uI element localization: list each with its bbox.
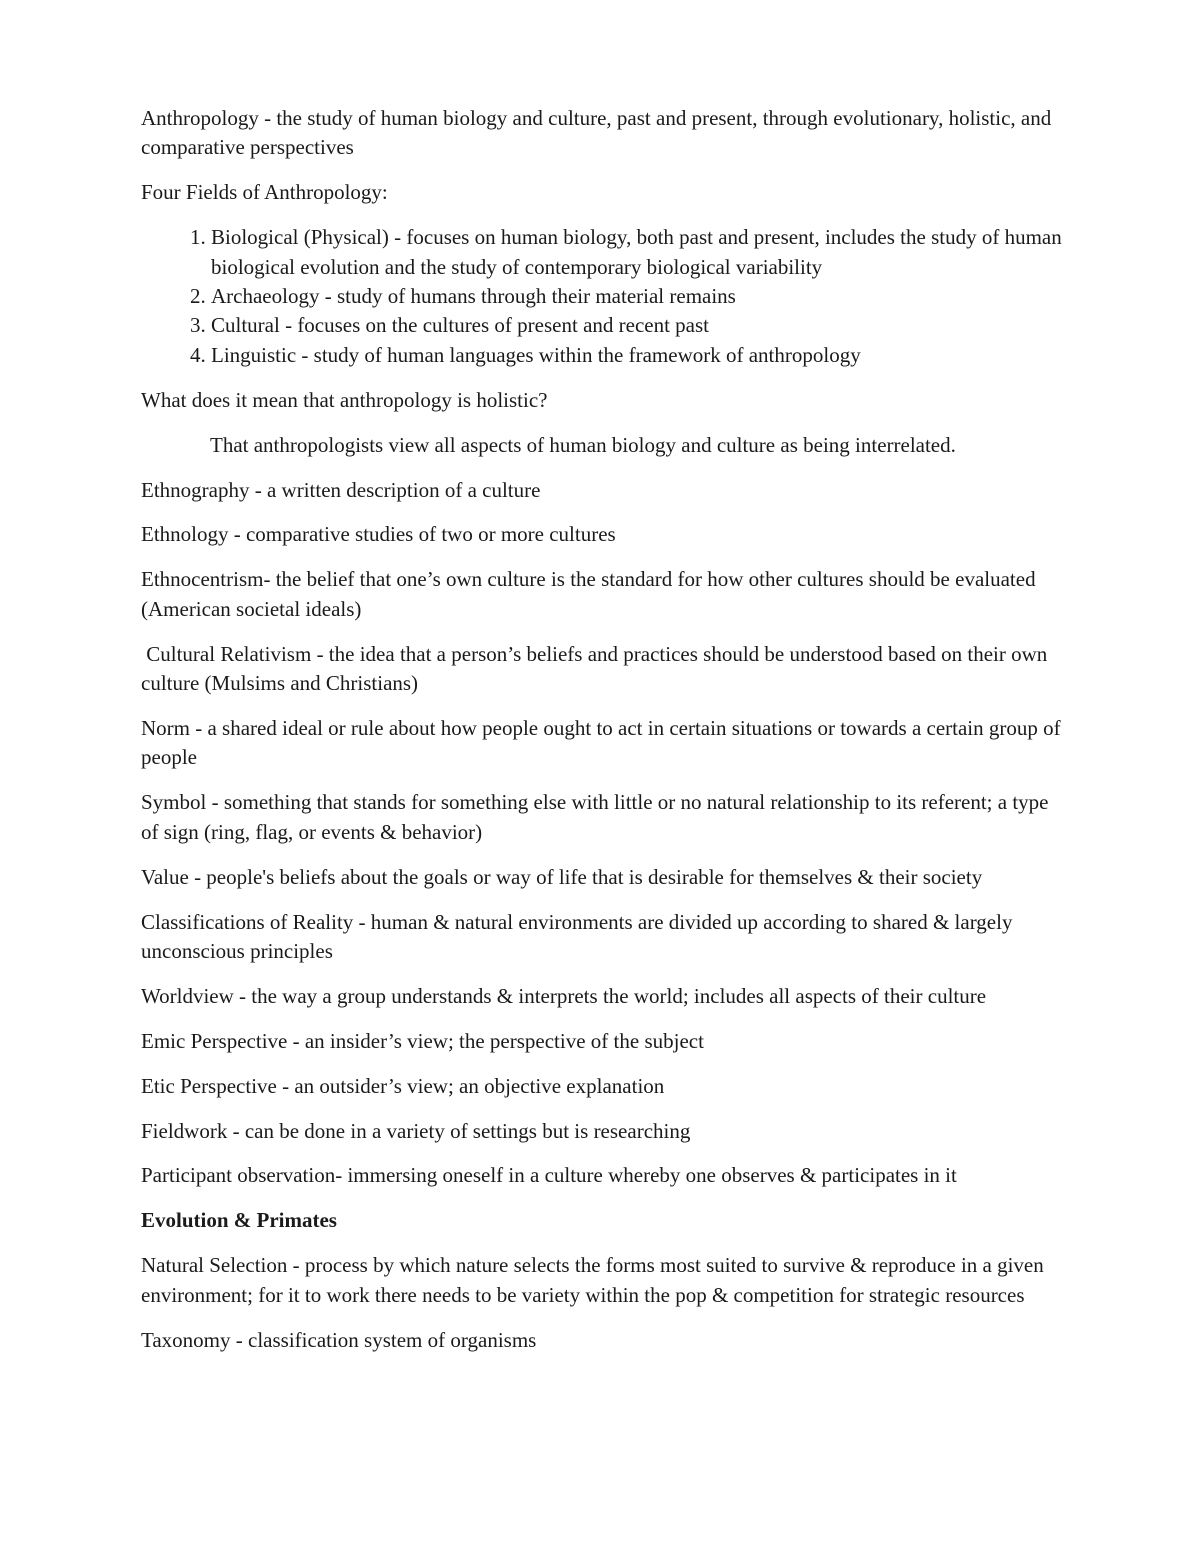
holistic-answer: That anthropologists view all aspects of human biology and culture as being interrelated. [210, 432, 956, 457]
fields-heading: Four Fields of Anthropology: [141, 180, 388, 205]
natural-selection-definition: Natural Selection - process by which nature selects the forms most suited to survive & reproduce in a given environment; for it to work there needs to be variety within the pop & competition for strategic resources [141, 1253, 1044, 1307]
ethnography-definition: Ethnography - a written description of a culture [141, 477, 541, 502]
ethnocentrism-definition: Ethnocentrism- the belief that one’s own culture is the standard for how other cultures should be evaluated (American societal ideals) [141, 567, 1036, 621]
taxonomy-definition: Taxonomy - classification system of organisms [141, 1327, 537, 1352]
value-definition: Value - people's beliefs about the goals or way of life that is desirable for themselves & their society [141, 864, 983, 889]
etic-definition: Etic Perspective - an outsider’s view; an objective explanation [141, 1073, 665, 1098]
ethnology-definition: Ethnology - comparative studies of two or more cultures [141, 522, 616, 547]
list-item: 2. Archaeology - study of humans through their material remains [211, 282, 1071, 311]
fields-list [141, 223, 1071, 370]
worldview-definition: Worldview - the way a group understands & interprets the world; includes all aspects of their culture [141, 983, 987, 1008]
participant-observation-definition: Participant observation- immersing oneself in a culture whereby one observes & participates in it [141, 1163, 957, 1188]
list-item: 1. Biological (Physical) - focuses on human biology, both past and present, includes the study of human biological evolution and the study of contemporary biological variability [211, 223, 1071, 282]
anthropology-definition: Anthropology - the study of human biology and culture, past and present, through evolutionary, holistic, and comparative perspectives [141, 106, 1052, 160]
emic-definition: Emic Perspective - an insider’s view; the perspective of the subject [141, 1028, 704, 1053]
section-heading: Evolution & Primates [141, 1208, 337, 1233]
classifications-definition: Classifications of Reality - human & natural environments are divided up according to shared & largely unconscious principles [141, 909, 1013, 963]
fieldwork-definition: Fieldwork - can be done in a variety of settings but is researching [141, 1118, 691, 1143]
norm-definition: Norm - a shared ideal or rule about how people ought to act in certain situations or towards a certain group of people [141, 716, 1061, 770]
list-item: 3. Cultural - focuses on the cultures of present and recent past [211, 311, 1071, 340]
list-item: 4. Linguistic - study of human languages within the framework of anthropology [211, 341, 1071, 370]
document-page [141, 104, 1071, 1371]
holistic-question: What does it mean that anthropology is holistic? [141, 387, 548, 412]
cultural-relativism-definition: Cultural Relativism - the idea that a person’s beliefs and practices should be understood based on their own culture (Mulsims and Christians) [141, 641, 1053, 696]
symbol-definition: Symbol - something that stands for something else with little or no natural relationship to its referent; a type of sign (ring, flag, or events & behavior) [141, 790, 1049, 844]
